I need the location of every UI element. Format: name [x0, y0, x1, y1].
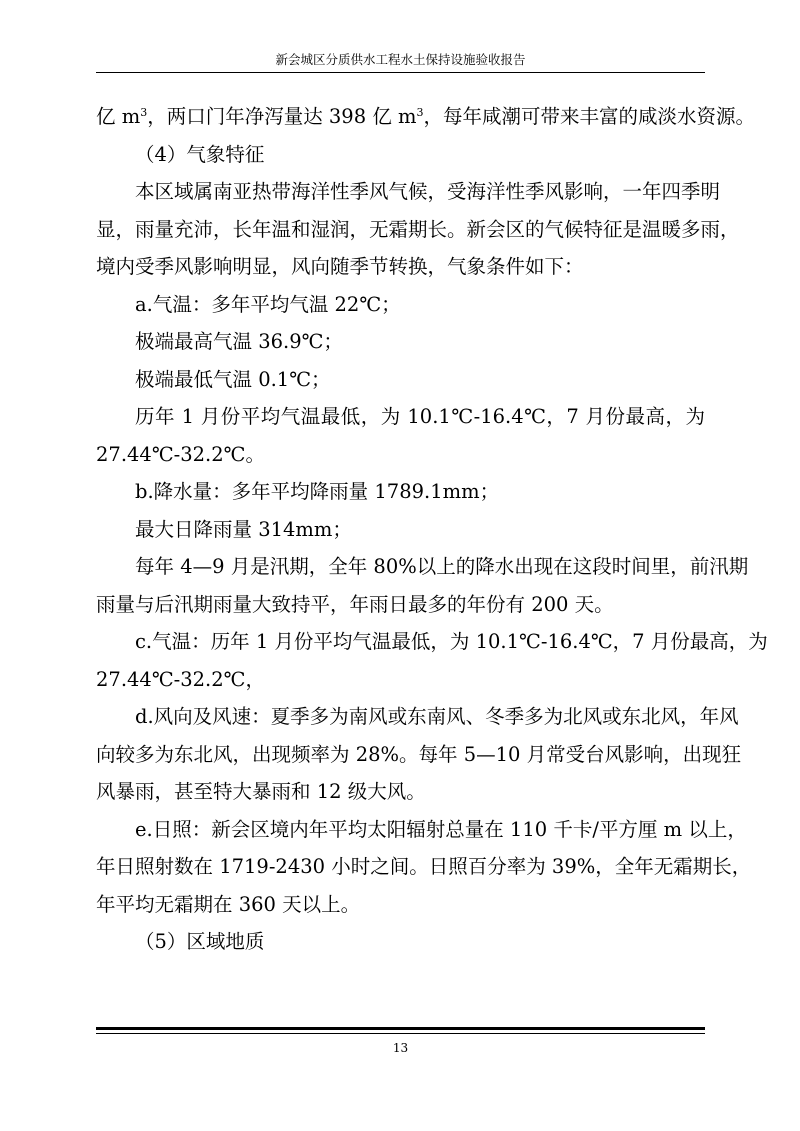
- text-segment: ，每年咸潮可带来丰富的咸淡水资源。: [423, 105, 756, 128]
- paragraph-line: 本区域属南亚热带海洋性季风气候，受海洋性季风影响，一年四季明: [135, 180, 721, 203]
- rainfall-average: b.降水量：多年平均降雨量 1789.1mm；: [135, 480, 500, 503]
- superscript: 3: [140, 106, 148, 119]
- paragraph-line: c.气温：历年 1 月份平均气温最低，为 10.1℃-16.4℃，7 月份最高，为: [135, 630, 768, 653]
- paragraph-line: d.风向及风速：夏季多为南风或东南风、冬季多为北风或东北风，年风: [135, 705, 739, 728]
- paragraph-line: 每年 4—9 月是汛期，全年 80%以上的降水出现在这段时间里，前汛期: [135, 555, 749, 578]
- paragraph-line: 显，雨量充沛，长年温和湿润，无霜期长。新会区的气候特征是温暖多雨，: [96, 217, 740, 241]
- section-heading-geology: （5）区域地质: [135, 930, 265, 953]
- paragraph-line: 历年 1 月份平均气温最低，为 10.1℃-16.4℃，7 月份最高，为: [135, 405, 705, 428]
- page-number: 13: [392, 1041, 409, 1055]
- running-header: 新会城区分质供水工程水土保持设施验收报告: [275, 52, 526, 67]
- temperature-average: a.气温：多年平均气温 22℃；: [135, 292, 401, 316]
- paragraph-line: 27.44℃-32.2℃，: [96, 667, 265, 691]
- text-segment: ，两口门年净泻量达 398 亿 m: [147, 105, 417, 128]
- temperature-extreme-min: 极端最低气温 0.1℃；: [135, 367, 331, 391]
- section-heading-meteorology: （4）气象特征: [135, 142, 265, 166]
- temperature-extreme-max: 极端最高气温 36.9℃；: [135, 330, 343, 353]
- text-segment: 亿 m: [96, 105, 141, 128]
- rainfall-daily-max: 最大日降雨量 314mm；: [135, 517, 352, 541]
- superscript: 3: [416, 106, 424, 119]
- footer-rule-thick: [96, 1027, 705, 1030]
- header-rule: [96, 72, 705, 73]
- paragraph-line: 年平均无霜期在 360 天以上。: [96, 892, 361, 916]
- paragraph-line: e.日照：新会区境内年平均太阳辐射总量在 110 千卡/平方厘 m 以上，: [135, 817, 747, 841]
- paragraph-line: 向较多为东北风，出现频率为 28%。每年 5—10 月常受台风影响，出现狂: [96, 742, 742, 766]
- paragraph-line: 27.44℃-32.2℃。: [96, 442, 265, 466]
- paragraph-line: 境内受季风影响明显，风向随季节转换，气象条件如下：: [96, 255, 584, 278]
- page-body: [96, 98, 768, 961]
- paragraph-line: 年日照射数在 1719-2430 小时之间。日照百分率为 39%，全年无霜期长，: [96, 855, 752, 878]
- footer-rule-thin: [96, 1033, 705, 1034]
- paragraph-line-runoff: [96, 98, 756, 136]
- paragraph-line: 风暴雨，甚至特大暴雨和 12 级大风。: [96, 780, 426, 803]
- paragraph-line: 雨量与后汛期雨量大致持平，年雨日最多的年份有 200 天。: [96, 592, 614, 616]
